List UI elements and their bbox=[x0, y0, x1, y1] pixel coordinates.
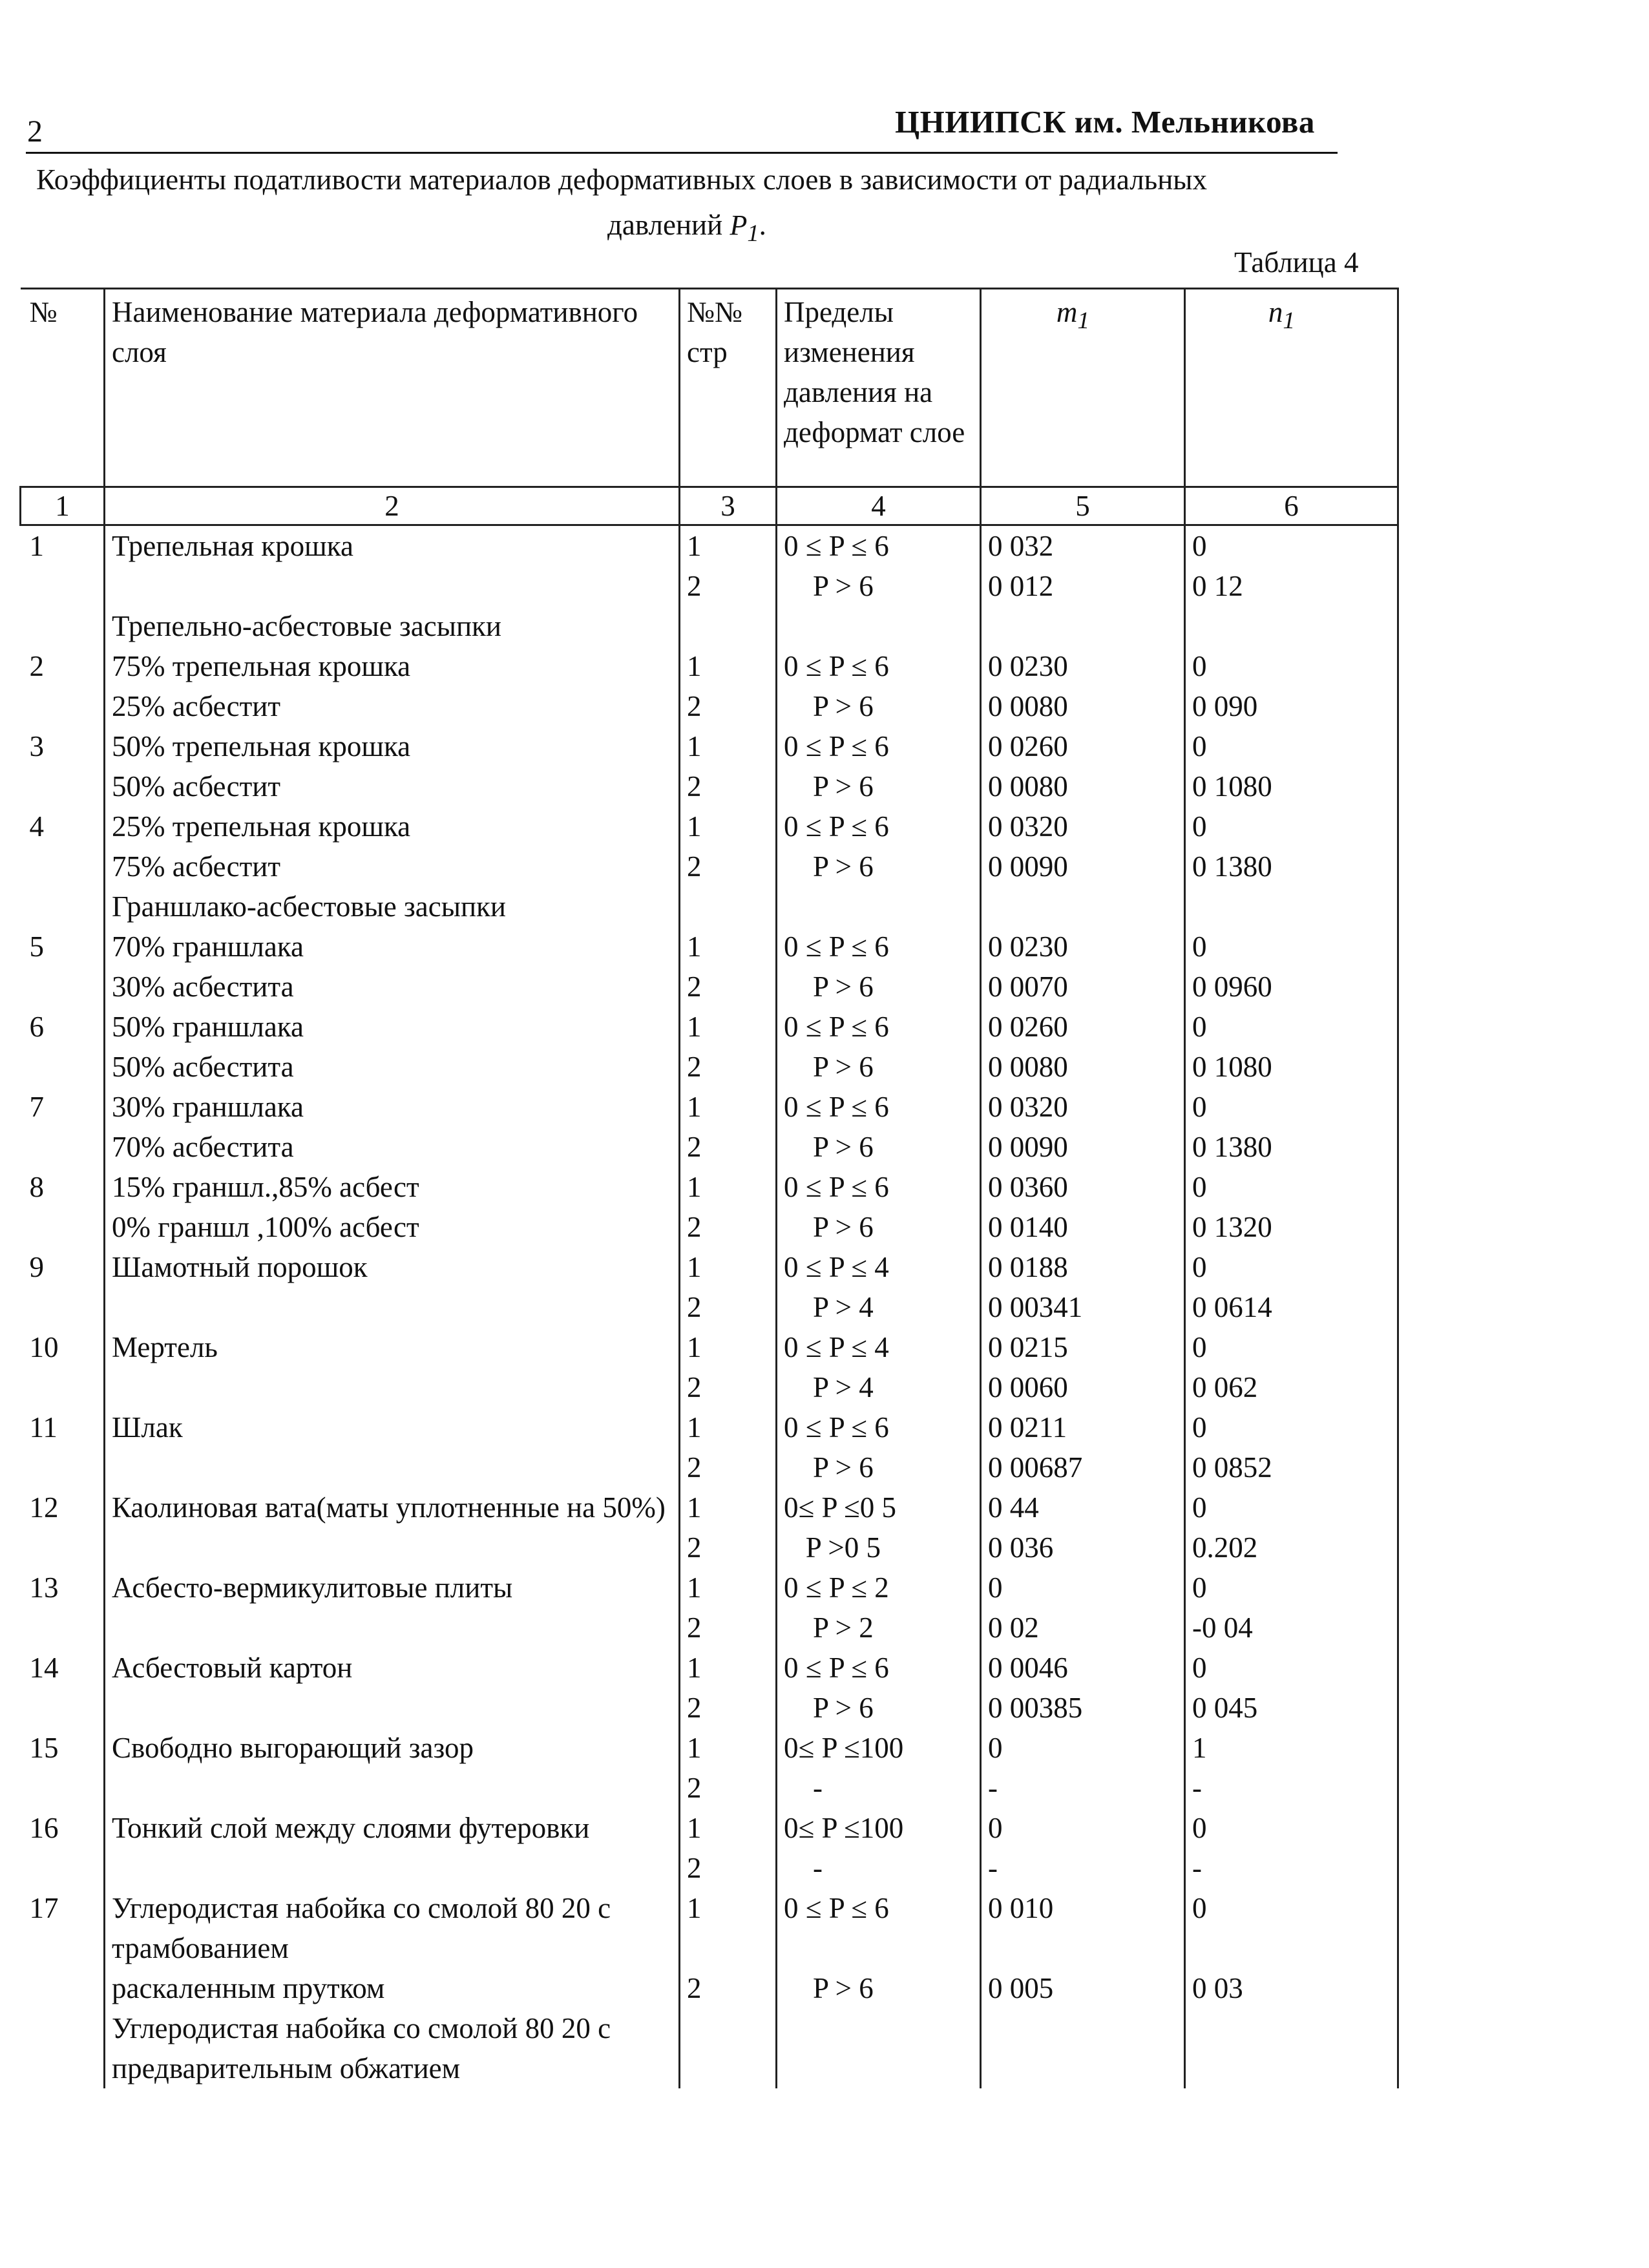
material-name: Свободно выгорающий зазор bbox=[105, 1728, 680, 1768]
table-row bbox=[21, 927, 1398, 967]
material-name: Граншлако-асбестовые засыпки bbox=[105, 887, 680, 927]
caption-text: давлений bbox=[607, 209, 723, 241]
line-number: 1 bbox=[680, 1407, 777, 1447]
table-row bbox=[21, 1047, 1398, 1087]
table-row bbox=[21, 1728, 1398, 1768]
table-row bbox=[21, 1207, 1398, 1247]
table-row bbox=[21, 846, 1398, 887]
coefficient-n: 0 12 bbox=[1185, 566, 1398, 606]
row-number bbox=[21, 686, 105, 726]
column-number: 6 bbox=[1185, 487, 1398, 525]
row-number bbox=[21, 1207, 105, 1247]
coefficient-m bbox=[981, 887, 1185, 927]
table-row bbox=[21, 686, 1398, 726]
coefficient-n: 0 03 bbox=[1185, 1968, 1398, 2008]
row-number: 1 bbox=[29, 530, 44, 562]
coefficient-n: 0 bbox=[1185, 1087, 1398, 1127]
header-cell-n: $n_1$ bbox=[1185, 289, 1398, 487]
line-number: 1 bbox=[680, 806, 777, 846]
pressure-range: 0≤ P ≤100 bbox=[777, 1728, 981, 1768]
line-number: 1 bbox=[680, 525, 777, 567]
pressure-range: 0 ≤ P ≤ 6 bbox=[777, 806, 981, 846]
coefficient-n: 0 bbox=[1185, 1568, 1398, 1608]
line-number bbox=[680, 606, 777, 646]
coefficient-n bbox=[1185, 2008, 1398, 2088]
row-number bbox=[21, 1768, 105, 1808]
coefficient-m: - bbox=[981, 1848, 1185, 1888]
material-name: Углеродистая набойка со смолой 80 20 с трамбованием bbox=[105, 1888, 680, 1968]
coefficient-n: 0.202 bbox=[1185, 1528, 1398, 1568]
material-name bbox=[105, 1528, 680, 1568]
material-name: Углеродистая набойка со смолой 80 20 с предварительным обжатием bbox=[105, 2008, 680, 2088]
table-row bbox=[21, 726, 1398, 766]
row-number: 13 bbox=[29, 1571, 59, 1604]
coefficient-n: 0 0960 bbox=[1185, 967, 1398, 1007]
material-name bbox=[105, 566, 680, 606]
pressure-range bbox=[777, 887, 981, 927]
pressure-range: P > 6 bbox=[777, 1047, 981, 1087]
coefficient-n: 0 0614 bbox=[1185, 1287, 1398, 1327]
line-number: 1 bbox=[680, 1888, 777, 1968]
material-name bbox=[105, 1447, 680, 1487]
material-name: 50% граншлака bbox=[105, 1007, 680, 1047]
line-number: 2 bbox=[680, 967, 777, 1007]
material-name: Тонкий слой между слоями футеровки bbox=[105, 1808, 680, 1848]
table-header-row bbox=[21, 289, 1398, 487]
pressure-range: P > 6 bbox=[777, 566, 981, 606]
material-name: 50% асбестит bbox=[105, 766, 680, 806]
line-number: 2 bbox=[680, 846, 777, 887]
pressure-range: 0 ≤ P ≤ 6 bbox=[777, 525, 981, 567]
coefficient-m: 0 bbox=[981, 1728, 1185, 1768]
pressure-range: - bbox=[777, 1848, 981, 1888]
line-number: 2 bbox=[680, 1367, 777, 1407]
header-cell-number: № bbox=[21, 289, 105, 487]
coefficient-m: 0 0060 bbox=[981, 1367, 1185, 1407]
pressure-range bbox=[777, 2008, 981, 2088]
material-name: Шлак bbox=[105, 1407, 680, 1447]
coefficient-m: 0 0140 bbox=[981, 1207, 1185, 1247]
row-number: 4 bbox=[29, 810, 44, 843]
row-number bbox=[21, 1608, 105, 1648]
table-row bbox=[21, 1688, 1398, 1728]
pressure-range: 0 ≤ P ≤ 6 bbox=[777, 726, 981, 766]
column-number: 3 bbox=[680, 487, 777, 525]
pressure-range: P > 6 bbox=[777, 686, 981, 726]
coefficient-n: 0 bbox=[1185, 1648, 1398, 1688]
coefficient-n: 0 1320 bbox=[1185, 1207, 1398, 1247]
material-name bbox=[105, 1848, 680, 1888]
row-number: 15 bbox=[29, 1732, 59, 1764]
pressure-range: 0≤ P ≤0 5 bbox=[777, 1487, 981, 1528]
row-number: 17 bbox=[29, 1892, 59, 1924]
coefficient-m: 0 0211 bbox=[981, 1407, 1185, 1447]
header-cell-line-no: №№ стр bbox=[680, 289, 777, 487]
row-number: 10 bbox=[29, 1331, 59, 1363]
coefficient-m: 0 012 bbox=[981, 566, 1185, 606]
pressure-range: - bbox=[777, 1768, 981, 1808]
material-name: раскаленным прутком bbox=[105, 1968, 680, 2008]
line-number: 2 bbox=[680, 1688, 777, 1728]
table-row bbox=[21, 606, 1398, 646]
row-number: 14 bbox=[29, 1652, 59, 1684]
row-number: 8 bbox=[29, 1171, 44, 1203]
pressure-range: 0 ≤ P ≤ 6 bbox=[777, 1648, 981, 1688]
material-name: 70% асбестита bbox=[105, 1127, 680, 1167]
table-caption-line1: Коэффициенты податливости материалов деформативных слоев в зависимости от радиальных bbox=[36, 163, 1208, 196]
row-number bbox=[21, 887, 105, 927]
material-name: 25% асбестит bbox=[105, 686, 680, 726]
pressure-range: P > 6 bbox=[777, 967, 981, 1007]
coefficient-m: 0 0230 bbox=[981, 927, 1185, 967]
column-number: 1 bbox=[21, 487, 105, 525]
coefficient-n: 0 bbox=[1185, 1167, 1398, 1207]
row-number bbox=[21, 566, 105, 606]
pressure-range: 0 ≤ P ≤ 4 bbox=[777, 1327, 981, 1367]
column-number: 4 bbox=[777, 487, 981, 525]
coefficient-n: 0 bbox=[1185, 726, 1398, 766]
material-name: Трепельная крошка bbox=[105, 525, 680, 567]
row-number: 9 bbox=[29, 1251, 44, 1283]
row-number: 5 bbox=[29, 930, 44, 963]
line-number: 1 bbox=[680, 1087, 777, 1127]
table-row bbox=[21, 1447, 1398, 1487]
table-row bbox=[21, 1568, 1398, 1608]
header-cell-m: $m_1$ bbox=[981, 289, 1185, 487]
pressure-range: 0≤ P ≤100 bbox=[777, 1808, 981, 1848]
material-name: 75% асбестит bbox=[105, 846, 680, 887]
coefficient-m: 0 0320 bbox=[981, 806, 1185, 846]
pressure-range: 0 ≤ P ≤ 4 bbox=[777, 1247, 981, 1287]
material-name bbox=[105, 1608, 680, 1648]
coefficient-m: 0 032 bbox=[981, 525, 1185, 567]
material-name bbox=[105, 1367, 680, 1407]
pressure-range: P > 4 bbox=[777, 1367, 981, 1407]
coefficient-n: - bbox=[1185, 1848, 1398, 1888]
pressure-range: P > 6 bbox=[777, 766, 981, 806]
line-number: 2 bbox=[680, 1207, 777, 1247]
table-row bbox=[21, 1327, 1398, 1367]
coefficient-m: 0 0070 bbox=[981, 967, 1185, 1007]
line-number: 1 bbox=[680, 1487, 777, 1528]
pressure-range: 0 ≤ P ≤ 6 bbox=[777, 1007, 981, 1047]
coefficient-m: 0 0260 bbox=[981, 726, 1185, 766]
material-name: 75% трепельная крошка bbox=[105, 646, 680, 686]
table-row bbox=[21, 1848, 1398, 1888]
table-row bbox=[21, 1608, 1398, 1648]
row-number bbox=[21, 1367, 105, 1407]
row-number bbox=[21, 846, 105, 887]
pressure-range: P > 4 bbox=[777, 1287, 981, 1327]
material-name: Асбесто-вермикулитовые плиты bbox=[105, 1568, 680, 1608]
line-number: 1 bbox=[680, 1327, 777, 1367]
row-number bbox=[21, 1688, 105, 1728]
material-name bbox=[105, 1768, 680, 1808]
coefficients-table bbox=[19, 288, 1399, 2088]
coefficient-m: 0 0320 bbox=[981, 1087, 1185, 1127]
table-row bbox=[21, 525, 1398, 567]
pressure-range: 0 ≤ P ≤ 6 bbox=[777, 927, 981, 967]
line-number: 2 bbox=[680, 686, 777, 726]
row-number bbox=[21, 1047, 105, 1087]
caption-symbol: $P_1$ bbox=[730, 209, 759, 246]
table-row bbox=[21, 1968, 1398, 2008]
pressure-range: 0 ≤ P ≤ 6 bbox=[777, 1407, 981, 1447]
material-name: Асбестовый картон bbox=[105, 1648, 680, 1688]
line-number: 1 bbox=[680, 1007, 777, 1047]
coefficient-m bbox=[981, 606, 1185, 646]
line-number: 1 bbox=[680, 1167, 777, 1207]
coefficient-n: 0 045 bbox=[1185, 1688, 1398, 1728]
table-row bbox=[21, 766, 1398, 806]
line-number: 1 bbox=[680, 1247, 777, 1287]
material-name: 25% трепельная крошка bbox=[105, 806, 680, 846]
coefficient-n: -0 04 bbox=[1185, 1608, 1398, 1648]
line-number: 1 bbox=[680, 646, 777, 686]
coefficient-m: 0 0230 bbox=[981, 646, 1185, 686]
coefficient-n: 0 1380 bbox=[1185, 1127, 1398, 1167]
line-number: 2 bbox=[680, 1127, 777, 1167]
row-number bbox=[21, 766, 105, 806]
table-row bbox=[21, 1287, 1398, 1327]
pressure-range: P > 6 bbox=[777, 1688, 981, 1728]
coefficient-m: 0 00385 bbox=[981, 1688, 1185, 1728]
table-row bbox=[21, 1367, 1398, 1407]
coefficient-m: 0 0215 bbox=[981, 1327, 1185, 1367]
table-row bbox=[21, 1888, 1398, 1968]
line-number: 1 bbox=[680, 1808, 777, 1848]
coefficient-m: 0 00687 bbox=[981, 1447, 1185, 1487]
material-name: 50% трепельная крошка bbox=[105, 726, 680, 766]
table-row bbox=[21, 1087, 1398, 1127]
line-number: 1 bbox=[680, 726, 777, 766]
pressure-range bbox=[777, 606, 981, 646]
line-number bbox=[680, 2008, 777, 2088]
coefficient-n: 0 bbox=[1185, 1808, 1398, 1848]
table-row bbox=[21, 1487, 1398, 1528]
row-number: 12 bbox=[29, 1491, 59, 1524]
coefficient-m: 0 0046 bbox=[981, 1648, 1185, 1688]
table-row bbox=[21, 1007, 1398, 1047]
row-number: 16 bbox=[29, 1812, 59, 1844]
material-name: 0% граншл ,100% асбест bbox=[105, 1207, 680, 1247]
line-number: 2 bbox=[680, 1447, 777, 1487]
row-number bbox=[21, 1287, 105, 1327]
pressure-range: P >0 5 bbox=[777, 1528, 981, 1568]
pressure-range: P > 6 bbox=[777, 1127, 981, 1167]
row-number bbox=[21, 1127, 105, 1167]
coefficient-m: 0 44 bbox=[981, 1487, 1185, 1528]
row-number bbox=[21, 1447, 105, 1487]
line-number: 2 bbox=[680, 1848, 777, 1888]
coefficient-n: 0 bbox=[1185, 1007, 1398, 1047]
coefficient-n: 0 1380 bbox=[1185, 846, 1398, 887]
material-name: Каолиновая вата(маты уплотненные на 50%) bbox=[105, 1487, 680, 1528]
coefficient-m: 0 0188 bbox=[981, 1247, 1185, 1287]
coefficient-m: 0 bbox=[981, 1808, 1185, 1848]
table-row bbox=[21, 1808, 1398, 1848]
pressure-range: 0 ≤ P ≤ 6 bbox=[777, 1087, 981, 1127]
table-row bbox=[21, 967, 1398, 1007]
coefficient-m: 0 0360 bbox=[981, 1167, 1185, 1207]
coefficient-n: 0 bbox=[1185, 1247, 1398, 1287]
coefficient-m: 0 036 bbox=[981, 1528, 1185, 1568]
pressure-range: P > 2 bbox=[777, 1608, 981, 1648]
coefficient-n: 0 bbox=[1185, 1888, 1398, 1968]
row-number: 7 bbox=[29, 1091, 44, 1123]
table-row bbox=[21, 2008, 1398, 2088]
line-number: 2 bbox=[680, 1608, 777, 1648]
row-number bbox=[21, 2008, 105, 2088]
pressure-range: 0 ≤ P ≤ 6 bbox=[777, 646, 981, 686]
table-row bbox=[21, 887, 1398, 927]
column-number: 2 bbox=[105, 487, 680, 525]
coefficient-n: 0 bbox=[1185, 806, 1398, 846]
line-number: 2 bbox=[680, 1047, 777, 1087]
coefficient-m bbox=[981, 2008, 1185, 2088]
line-number: 2 bbox=[680, 1968, 777, 2008]
pressure-range: P > 6 bbox=[777, 1968, 981, 2008]
row-number bbox=[21, 1848, 105, 1888]
line-number: 2 bbox=[680, 766, 777, 806]
line-number: 2 bbox=[680, 1768, 777, 1808]
column-number: 5 bbox=[981, 487, 1185, 525]
row-number bbox=[21, 1968, 105, 2008]
row-number bbox=[21, 1528, 105, 1568]
table-caption-line2: давлений $P_1$. bbox=[607, 209, 766, 246]
coefficient-n: 0 1080 bbox=[1185, 1047, 1398, 1087]
header-cell-material: Наименование материала деформативного слоя bbox=[105, 289, 680, 487]
organization-name: ЦНИИПСК им. Мельникова bbox=[895, 104, 1315, 140]
pressure-range: 0 ≤ P ≤ 6 bbox=[777, 1167, 981, 1207]
row-number: 3 bbox=[29, 730, 44, 762]
row-number: 6 bbox=[29, 1011, 44, 1043]
table-row bbox=[21, 1407, 1398, 1447]
coefficient-m: 0 00341 bbox=[981, 1287, 1185, 1327]
line-number: 1 bbox=[680, 927, 777, 967]
material-name bbox=[105, 1688, 680, 1728]
table-row bbox=[21, 1768, 1398, 1808]
coefficient-n: - bbox=[1185, 1768, 1398, 1808]
coefficient-m: - bbox=[981, 1768, 1185, 1808]
line-number: 1 bbox=[680, 1728, 777, 1768]
coefficient-m: 0 0080 bbox=[981, 766, 1185, 806]
row-number bbox=[21, 606, 105, 646]
line-number: 1 bbox=[680, 1568, 777, 1608]
coefficient-n: 0 bbox=[1185, 1327, 1398, 1367]
coefficient-m: 0 02 bbox=[981, 1608, 1185, 1648]
line-number: 2 bbox=[680, 566, 777, 606]
table-row bbox=[21, 646, 1398, 686]
coefficient-n bbox=[1185, 606, 1398, 646]
pressure-range: P > 6 bbox=[777, 1207, 981, 1247]
pressure-range: 0 ≤ P ≤ 2 bbox=[777, 1568, 981, 1608]
line-number: 2 bbox=[680, 1528, 777, 1568]
coefficient-m: 0 0090 bbox=[981, 1127, 1185, 1167]
coefficient-n: 0 bbox=[1185, 927, 1398, 967]
table-label: Таблица 4 bbox=[1234, 246, 1359, 278]
table-row bbox=[21, 1127, 1398, 1167]
row-number: 2 bbox=[29, 650, 44, 682]
coefficient-n: 0 bbox=[1185, 525, 1398, 567]
table-row bbox=[21, 1528, 1398, 1568]
line-number: 2 bbox=[680, 1287, 777, 1327]
row-number bbox=[21, 967, 105, 1007]
coefficient-n: 0 bbox=[1185, 1487, 1398, 1528]
coefficient-n: 0 0852 bbox=[1185, 1447, 1398, 1487]
coefficient-m: 0 0080 bbox=[981, 686, 1185, 726]
material-name: 70% граншлака bbox=[105, 927, 680, 967]
material-name: 30% асбестита bbox=[105, 967, 680, 1007]
coefficient-m: 0 bbox=[981, 1568, 1185, 1608]
material-name: Шамотный порошок bbox=[105, 1247, 680, 1287]
coefficient-n bbox=[1185, 887, 1398, 927]
material-name: Мертель bbox=[105, 1327, 680, 1367]
line-number bbox=[680, 887, 777, 927]
table-row bbox=[21, 1247, 1398, 1287]
material-name: 30% граншлака bbox=[105, 1087, 680, 1127]
row-number: 11 bbox=[29, 1411, 58, 1444]
material-name bbox=[105, 1287, 680, 1327]
table-row bbox=[21, 566, 1398, 606]
header-cell-pressure-range: Пределы изменения давления на деформат слое bbox=[777, 289, 981, 487]
material-name: 50% асбестита bbox=[105, 1047, 680, 1087]
pressure-range: P > 6 bbox=[777, 1447, 981, 1487]
table-row bbox=[21, 1648, 1398, 1688]
table-row bbox=[21, 806, 1398, 846]
column-number-row bbox=[21, 487, 1398, 525]
line-number: 1 bbox=[680, 1648, 777, 1688]
coefficient-n: 1 bbox=[1185, 1728, 1398, 1768]
coefficient-m: 0 0080 bbox=[981, 1047, 1185, 1087]
pressure-range: 0 ≤ P ≤ 6 bbox=[777, 1888, 981, 1968]
coefficient-m: 0 005 bbox=[981, 1968, 1185, 2008]
pressure-range: P > 6 bbox=[777, 846, 981, 887]
material-name: 15% граншл.,85% асбест bbox=[105, 1167, 680, 1207]
coefficient-n: 0 090 bbox=[1185, 686, 1398, 726]
coefficient-n: 0 bbox=[1185, 646, 1398, 686]
page-number: 2 bbox=[27, 114, 43, 149]
table-row bbox=[21, 1167, 1398, 1207]
coefficient-n: 0 1080 bbox=[1185, 766, 1398, 806]
coefficient-m: 0 010 bbox=[981, 1888, 1185, 1968]
coefficient-n: 0 062 bbox=[1185, 1367, 1398, 1407]
coefficient-m: 0 0090 bbox=[981, 846, 1185, 887]
coefficient-n: 0 bbox=[1185, 1407, 1398, 1447]
material-name: Трепельно-асбестовые засыпки bbox=[105, 606, 680, 646]
coefficient-m: 0 0260 bbox=[981, 1007, 1185, 1047]
header-rule bbox=[26, 152, 1338, 154]
